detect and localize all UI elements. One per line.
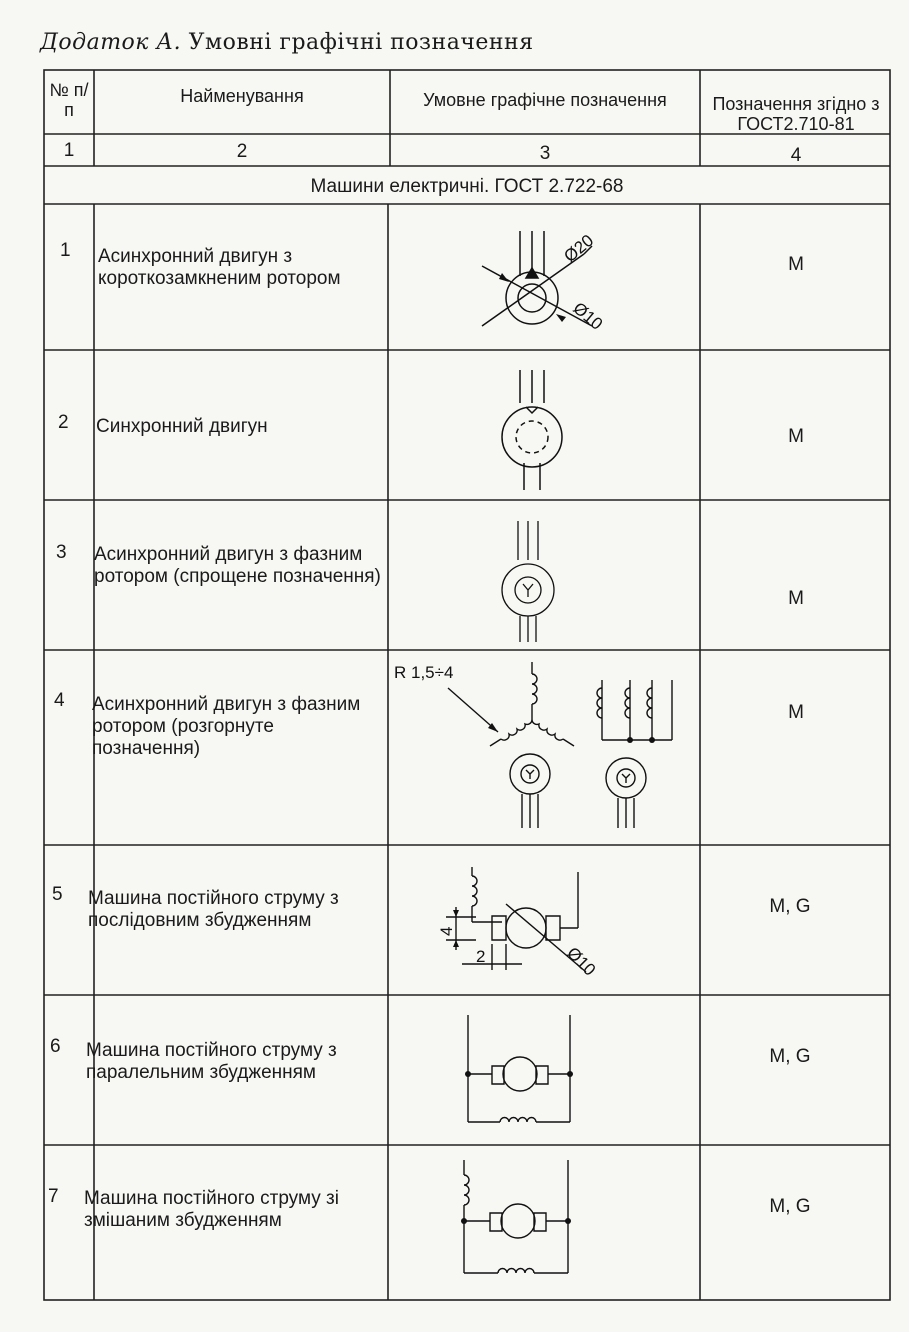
row-1-code: M [788,254,804,275]
symbol-dc-machine-parallel [460,1010,580,1138]
row-5-code: M, G [769,896,811,917]
dim-d20: Ø20 [560,230,598,267]
row-3-number: 3 [56,542,67,563]
row-3-name: Асинхронний двигун з фазним ротором (спрощене позначення) [94,544,381,587]
header-number: № п/п [49,80,89,120]
dim-two: 2 [476,947,486,966]
col-number-3: 3 [539,143,551,164]
row-5-name: Машина постійного струму з послідовним збудженням [88,888,339,931]
symbol-async-motor-wound-rotor-expanded [390,660,690,835]
dim-radius: R 1,5÷4 [394,663,454,682]
row-4-name: Асинхронний двигун з фазним ротором (розгорнуте позначення) [92,694,361,759]
dim-d10: Ø10 [569,298,607,334]
header-code: Позначення згідно з ГОСТ2.710-81 [712,94,880,134]
row-7-number: 7 [48,1186,59,1207]
row-2-number: 2 [58,412,69,433]
row-7-name: Машина постійного струму зі змішаним збудженням [84,1188,339,1231]
col-number-2: 2 [236,141,248,162]
row-6-number: 6 [50,1036,61,1057]
symbol-dc-machine-mixed [456,1155,580,1285]
title-prefix: Додаток А. [40,30,182,55]
row-7-code: M, G [769,1196,811,1217]
symbol-dc-machine-series [436,862,616,987]
row-1-name: Асинхронний двигун з короткозамкненим ротором [98,246,341,289]
header-symbol: Умовне графічне позначення [423,90,667,110]
col-number-1: 1 [63,140,75,161]
row-4-number: 4 [54,690,65,711]
row-4-code: M [788,702,804,723]
row-2-code: M [788,426,804,447]
row-5-number: 5 [52,884,63,905]
dim-d10-dc: Ø10 [563,943,600,980]
col-number-4: 4 [790,145,802,166]
symbol-async-motor-squirrel-cage [470,226,620,341]
row-6-code: M, G [769,1046,811,1067]
row-1-number: 1 [60,240,71,261]
symbol-async-motor-wound-rotor-simple [490,516,580,646]
row-2-name: Синхронний двигун [96,416,268,437]
symbol-synchronous-motor [490,365,580,495]
header-name: Найменування [180,86,304,106]
row-3-code: M [788,588,804,609]
dim-four: 4 [437,926,456,936]
section-title: Машини електричні. ГОСТ 2.722-68 [310,176,624,197]
title-text: Умовні графічні позначення [188,30,534,55]
row-6-name: Машина постійного струму з паралельним збудженням [86,1040,337,1083]
